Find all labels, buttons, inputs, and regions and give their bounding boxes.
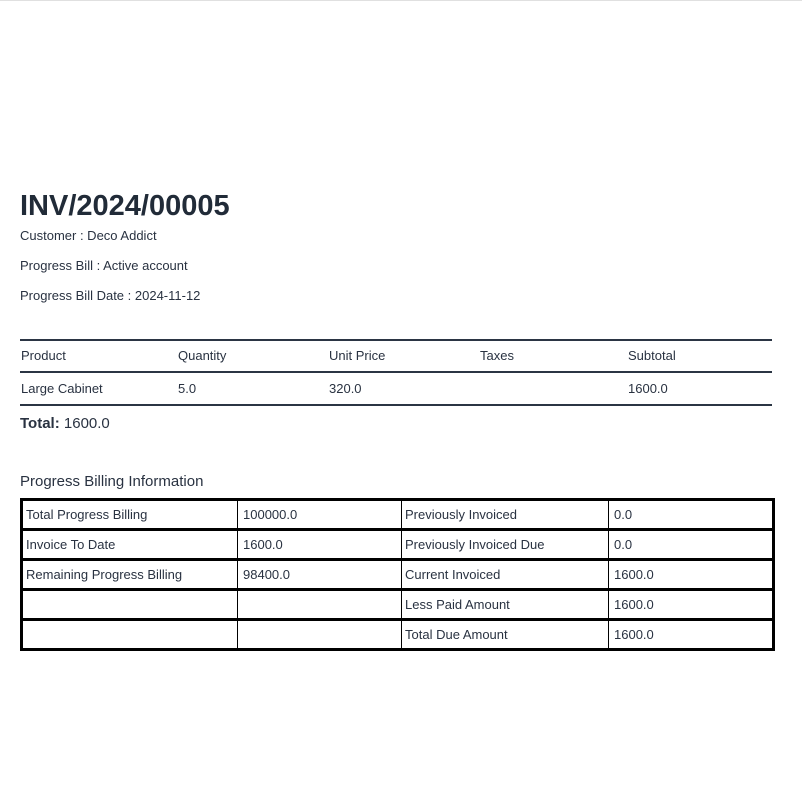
progress-billing-row bbox=[22, 620, 774, 650]
pbi-value-less-paid-amount: 1600.0 bbox=[609, 590, 774, 620]
cell-product: Large Cabinet bbox=[20, 372, 177, 405]
line-items-section bbox=[20, 339, 772, 406]
progress-billing-row bbox=[22, 500, 774, 530]
pbi-label-invoice-to-date: Invoice To Date bbox=[22, 530, 238, 560]
pbi-value-invoice-to-date: 1600.0 bbox=[238, 530, 402, 560]
progress-billing-section bbox=[20, 498, 772, 651]
top-edge-divider bbox=[0, 0, 802, 1]
total-label: Total: bbox=[20, 415, 60, 432]
cell-subtotal: 1600.0 bbox=[627, 372, 772, 405]
pbi-label-remaining-progress-billing: Remaining Progress Billing bbox=[22, 560, 238, 590]
total-value: 1600.0 bbox=[63, 415, 110, 432]
customer-line: Customer : Deco Addict bbox=[20, 228, 157, 243]
cell-quantity: 5.0 bbox=[177, 372, 328, 405]
progress-billing-row bbox=[22, 590, 774, 620]
total-line bbox=[20, 414, 110, 433]
pbi-value-total-due-amount: 1600.0 bbox=[609, 620, 774, 650]
pbi-label-current-invoiced: Current Invoiced bbox=[402, 560, 609, 590]
pbi-value-previously-invoiced-due: 0.0 bbox=[609, 530, 774, 560]
pbi-label-total-due-amount: Total Due Amount bbox=[402, 620, 609, 650]
progress-billing-row bbox=[22, 560, 774, 590]
line-items-header-row bbox=[20, 340, 772, 372]
cell-unit-price: 320.0 bbox=[328, 372, 479, 405]
progress-billing-row bbox=[22, 530, 774, 560]
progress-bill-date-line: Progress Bill Date : 2024-11-12 bbox=[20, 288, 201, 303]
pbi-value-current-invoiced: 1600.0 bbox=[609, 560, 774, 590]
progress-bill-line: Progress Bill : Active account bbox=[20, 258, 188, 273]
progress-billing-heading: Progress Billing Information bbox=[20, 473, 204, 490]
col-header-subtotal: Subtotal bbox=[627, 340, 772, 372]
pbi-empty-cell bbox=[22, 620, 238, 650]
col-header-unit-price: Unit Price bbox=[328, 340, 479, 372]
page-title: INV/2024/00005 bbox=[20, 190, 230, 222]
col-header-quantity: Quantity bbox=[177, 340, 328, 372]
line-item-row bbox=[20, 372, 772, 405]
pbi-label-previously-invoiced: Previously Invoiced bbox=[402, 500, 609, 530]
col-header-product: Product bbox=[20, 340, 177, 372]
pbi-label-total-progress-billing: Total Progress Billing bbox=[22, 500, 238, 530]
line-items-table bbox=[20, 339, 772, 406]
progress-billing-table bbox=[20, 498, 775, 651]
pbi-value-previously-invoiced: 0.0 bbox=[609, 500, 774, 530]
pbi-empty-cell bbox=[238, 590, 402, 620]
pbi-value-remaining-progress-billing: 98400.0 bbox=[238, 560, 402, 590]
pbi-label-previously-invoiced-due: Previously Invoiced Due bbox=[402, 530, 609, 560]
pbi-value-total-progress-billing: 100000.0 bbox=[238, 500, 402, 530]
cell-taxes bbox=[479, 372, 627, 405]
col-header-taxes: Taxes bbox=[479, 340, 627, 372]
pbi-empty-cell bbox=[22, 590, 238, 620]
pbi-label-less-paid-amount: Less Paid Amount bbox=[402, 590, 609, 620]
pbi-empty-cell bbox=[238, 620, 402, 650]
